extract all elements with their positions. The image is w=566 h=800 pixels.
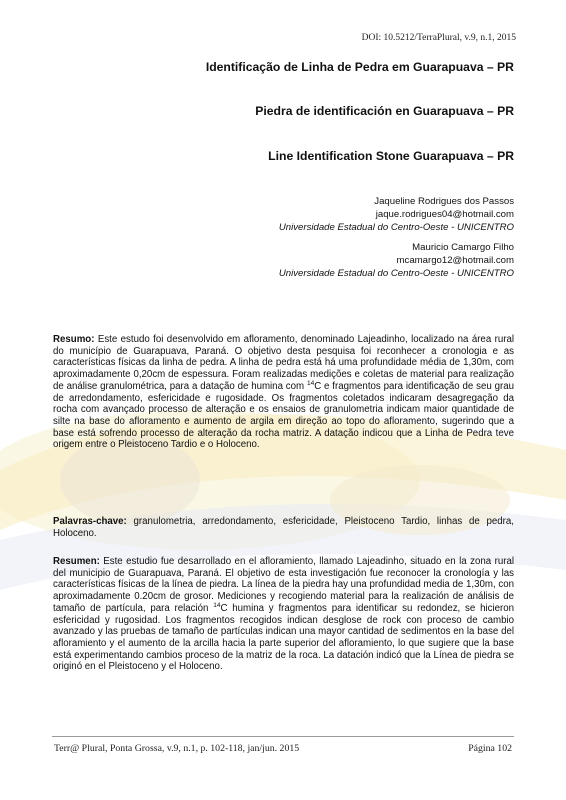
keywords-portuguese xyxy=(53,516,514,539)
abstract-label: Resumo: xyxy=(53,334,95,345)
isotope-superscript: 14 xyxy=(213,601,221,609)
author-block xyxy=(279,195,514,234)
author-institution: Universidade Estadual do Centro-Oeste - UNICENTRO xyxy=(278,268,514,279)
doi-line: DOI: 10.5212/TerraPlural, v.9, n.1, 2015 xyxy=(361,33,516,43)
isotope-superscript: 14 xyxy=(306,379,315,387)
footer-divider xyxy=(52,736,514,737)
author-name: Jaqueline Rodrigues dos Passos xyxy=(374,196,514,207)
title-portuguese: Identificação de Linha de Pedra em Guarapuava – PR xyxy=(205,60,514,74)
abstract-label: Resumen: xyxy=(53,556,100,567)
title-spanish: Piedra de identificación en Guarapuava – PR xyxy=(255,104,514,118)
title-english: Line Identification Stone Guarapuava – PR xyxy=(268,149,514,163)
author-email: jaque.rodrigues04@hotmail.com xyxy=(375,209,514,220)
author-email: mcamargo12@hotmail.com xyxy=(396,255,514,266)
page-number: Página 102 xyxy=(468,743,512,754)
author-name: Mauricio Camargo Filho xyxy=(412,242,514,253)
abstract-text: Este estudio fue desarrollado en el afloramiento, llamado Lajeadinho, situado en la zona rural del municipio de Guarapuava, Paraná. El objetivo de esta investigación fue reconocer la cronología y las características físicas de la línea de piedra. La línea de la piedra hay una profundidad media de 1,30m, con aproximadamente 0.20cm de grosor. Mediciones y recogiendo material para la realización de análisis de tamaño de partícula, para relación xyxy=(53,556,514,614)
keywords-label: Palavras-chave: xyxy=(53,516,127,527)
footer-citation: Terr@ Plural, Ponta Grossa, v.9, n.1, p. 102-118, jan/jun. 2015 xyxy=(54,743,300,754)
author-institution: Universidade Estadual do Centro-Oeste - UNICENTRO xyxy=(278,222,514,233)
abstract-text: C e fragmentos para identificação de seu grau de arredondamento, esfericidade e rugosidade. Os fragmentos coletados indicaram desagregação da rocha com avançado processo de alteração e os ensaios de granulometria indicam maior quantidade de silte na base do afloramento e aumento de argila em direção ao topo do afloramento, sugerindo que a base está sofrendo processo de alteração da rocha matriz. A datação indicou que a Linha de Pedra teve origem entre o Pleistoceno Tardio e o Holoceno. xyxy=(53,380,514,451)
keywords-text: granulometria, arredondamento, esfericidade, Pleistoceno Tardio, linhas de pedra, Holoceno. xyxy=(53,516,514,539)
abstract-text: C humina y fragmentos para identificar su redondez, se hicieron esfericidad y rugosidad. Los fragmentos recogidos indican desglose de rock con proceso de cambio avanzado y las pruebas de tamaño de partículas indican una mayor cantidad de sedimentos en la base del afloramiento y el aumento de la arcilla hacia la parte superior del afloramiento, lo que sugiere que la base está experimentando cambios proceso de la matriz de la roca. La datación indicó que la Línea de piedra se originó en el Pleistoceno y el Holoceno. xyxy=(53,602,514,673)
abstract-portuguese xyxy=(53,334,514,451)
abstract-text: Este estudo foi desenvolvido em afloramento, denominado Lajeadinho, localizado na área rural do município de Guarapuava, Paraná. O objetivo desta pesquisa foi reconhecer a cronologia e as características físicas da linha de pedra. A linha de pedra está há uma profundidade média de 1,30m, com aproximadamente 0,20cm de espessura. Foram realizadas medições e coletas de material para realização de análise granulométrica, para a datação de humina com xyxy=(53,334,514,392)
author-block xyxy=(279,241,514,280)
abstract-spanish xyxy=(53,556,514,673)
